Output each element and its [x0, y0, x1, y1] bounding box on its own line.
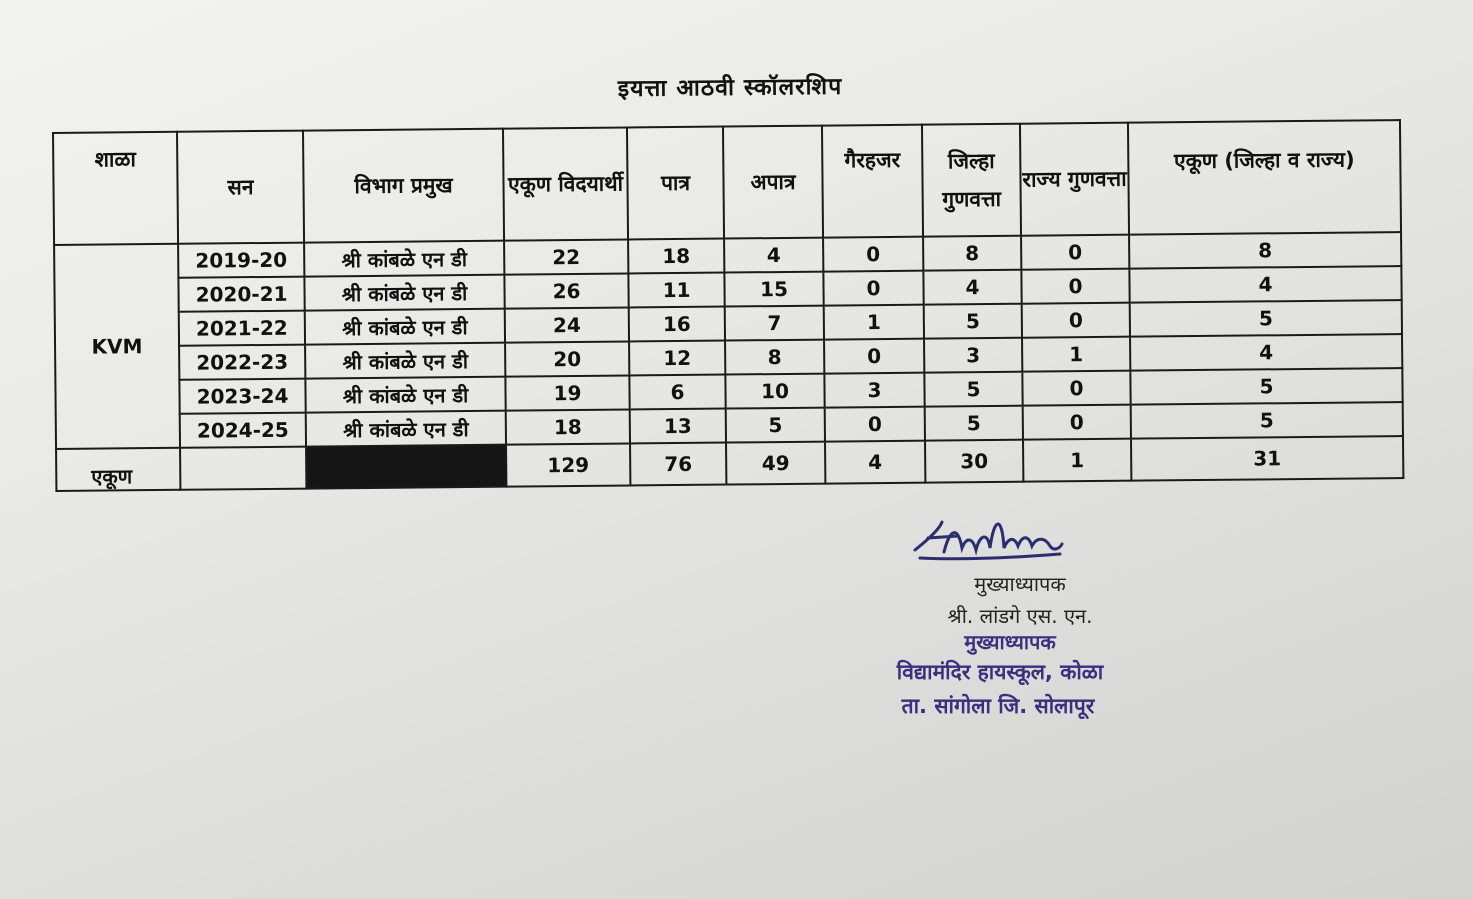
row-year: 2020-21 — [178, 277, 304, 312]
row-state: 0 — [1023, 405, 1131, 440]
row-district: 3 — [924, 338, 1022, 373]
signature-block — [870, 508, 1160, 738]
school-name: KVM — [54, 244, 180, 449]
row-ineligible: 7 — [725, 306, 824, 341]
header-school: शाळा — [53, 132, 178, 245]
row-year: 2023-24 — [179, 379, 305, 414]
row-year: 2021-22 — [179, 311, 305, 346]
header-year: सन — [177, 131, 304, 244]
header-state-merit: राज्य गुणवत्ता — [1020, 123, 1129, 236]
row-year: 2022-23 — [179, 345, 305, 380]
row-total: 26 — [504, 273, 628, 308]
row-district: 5 — [924, 304, 1022, 339]
row-year: 2024-25 — [180, 413, 306, 448]
row-total: 20 — [505, 341, 629, 376]
row-ineligible: 15 — [724, 272, 823, 307]
row-state: 0 — [1021, 269, 1129, 304]
row-state: 1 — [1022, 337, 1130, 372]
row-total: 24 — [505, 307, 629, 342]
row-eligible: 18 — [628, 239, 724, 274]
row-eligible: 16 — [629, 307, 725, 342]
row-absent: 1 — [824, 305, 924, 340]
totals-district: 30 — [925, 440, 1023, 483]
row-sum: 4 — [1130, 334, 1402, 371]
row-sum: 5 — [1130, 368, 1402, 405]
row-state: 0 — [1022, 371, 1130, 406]
totals-ineligible: 49 — [726, 442, 825, 485]
totals-absent: 4 — [825, 441, 925, 484]
stamp-address: ता. सांगोला जि. सोलापूर — [901, 694, 1095, 718]
row-head: श्री कांबळे एन डी — [305, 377, 505, 413]
row-total: 18 — [506, 409, 630, 444]
row-district: 5 — [925, 406, 1023, 441]
row-ineligible: 10 — [725, 374, 824, 409]
stamp-school: विद्यामंदिर हायस्कूल, कोळा — [896, 660, 1104, 684]
header-ineligible: अपात्र — [723, 126, 823, 239]
row-total: 19 — [505, 375, 629, 410]
row-head: श्री कांबळे एन डी — [305, 343, 505, 379]
header-total-students: एकूण विदयार्थी — [503, 127, 628, 240]
signature-name: श्री. लांडगे एस. एन. — [947, 604, 1093, 628]
row-state: 0 — [1021, 235, 1129, 270]
totals-eligible: 76 — [630, 443, 726, 486]
totals-sum: 31 — [1131, 436, 1403, 481]
header-total-merit: एकूण (जिल्हा व राज्य) — [1128, 120, 1401, 235]
header-absent: गैरहजर — [822, 125, 923, 238]
row-eligible: 13 — [630, 409, 726, 444]
row-head: श्री कांबळे एन डी — [304, 241, 504, 277]
totals-total: 129 — [506, 443, 630, 486]
row-absent: 0 — [824, 339, 924, 374]
row-absent: 0 — [823, 271, 923, 306]
totals-label: एकूण — [56, 448, 180, 491]
row-district: 8 — [923, 236, 1021, 271]
header-eligible: पात्र — [627, 127, 724, 240]
redacted-cell — [306, 445, 506, 489]
totals-state: 1 — [1023, 439, 1131, 482]
row-year: 2019-20 — [178, 243, 304, 278]
row-sum: 5 — [1130, 300, 1402, 337]
row-district: 4 — [923, 270, 1021, 305]
row-eligible: 6 — [629, 375, 725, 410]
signature-designation: मुख्याध्यापक — [974, 572, 1066, 596]
row-eligible: 11 — [628, 273, 724, 308]
row-sum: 8 — [1129, 232, 1401, 269]
stamp-designation: मुख्याध्यापक — [964, 630, 1056, 654]
row-total: 22 — [504, 239, 628, 274]
document-title: इयत्ता आठवी स्कॉलरशिप — [617, 73, 843, 103]
row-ineligible: 4 — [724, 238, 823, 273]
row-eligible: 12 — [629, 341, 725, 376]
row-absent: 0 — [825, 407, 925, 442]
header-district-merit: जिल्हा गुणवत्ता — [922, 124, 1021, 237]
row-ineligible: 5 — [726, 408, 825, 443]
totals-empty-cell — [180, 447, 306, 490]
scholarship-table — [52, 119, 1404, 492]
row-head: श्री कांबळे एन डी — [304, 275, 504, 311]
row-state: 0 — [1022, 303, 1130, 338]
scholarship-table-wrapper — [52, 119, 1404, 492]
row-absent: 0 — [823, 237, 923, 272]
row-ineligible: 8 — [725, 340, 824, 375]
row-head: श्री कांबळे एन डी — [306, 411, 506, 447]
row-absent: 3 — [824, 373, 924, 408]
row-sum: 4 — [1129, 266, 1401, 303]
row-district: 5 — [924, 372, 1022, 407]
row-head: श्री कांबळे एन डी — [305, 309, 505, 345]
header-row — [53, 120, 1401, 245]
header-head: विभाग प्रमुख — [303, 129, 504, 243]
row-sum: 5 — [1131, 402, 1403, 439]
handwritten-signature — [910, 508, 1070, 578]
